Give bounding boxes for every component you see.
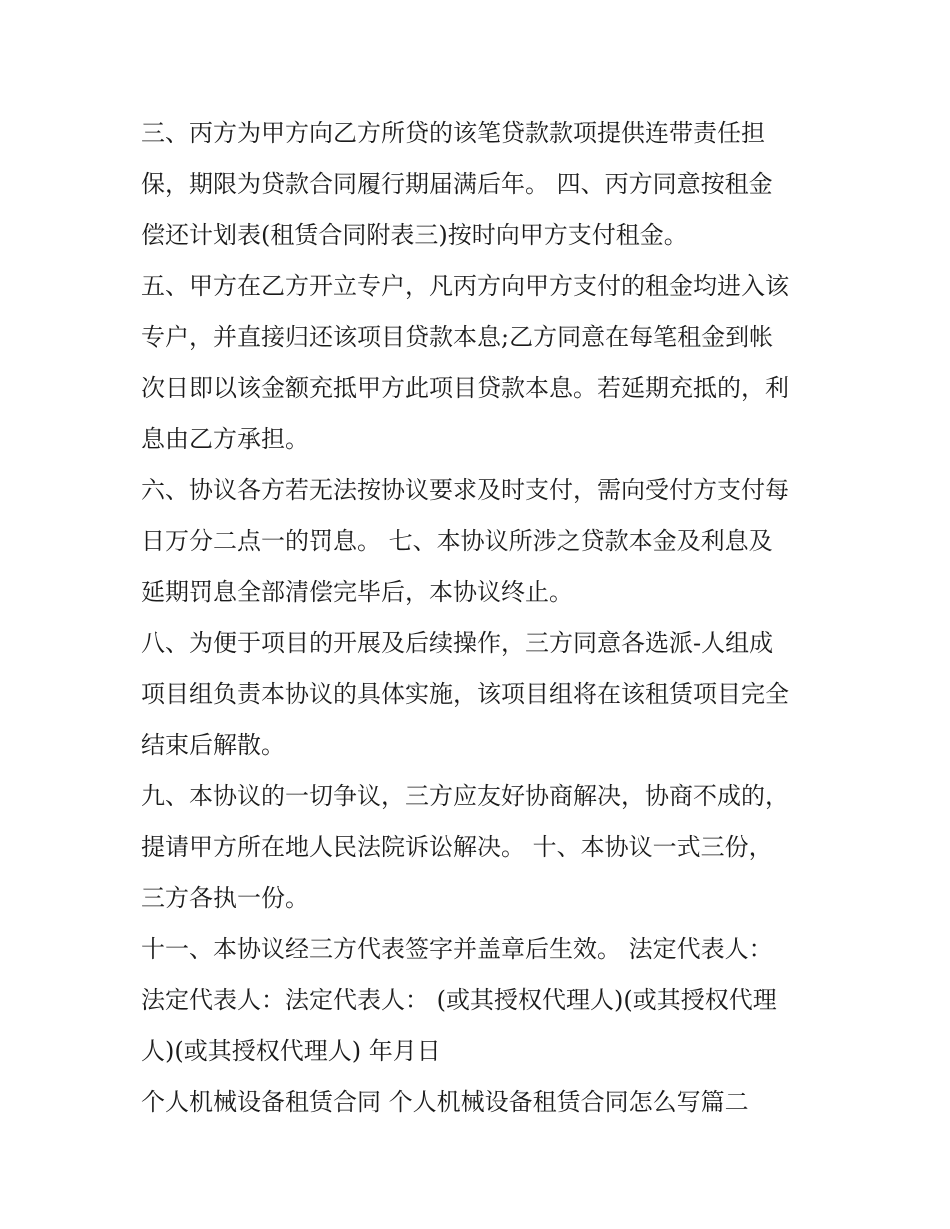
text-line: 六、协议各方若无法按协议要求及时支付，需向受付方支付每 — [141, 476, 789, 504]
text-line: 日万分二点一的罚息。 七、本协议所涉之贷款本金及利息及 — [141, 527, 773, 555]
document-body — [141, 108, 816, 1128]
clause-9-10 — [141, 771, 816, 924]
text-line: 五、甲方在乙方开立专户，凡丙方向甲方支付的租金均进入该 — [141, 272, 789, 300]
clause-3-4 — [141, 108, 816, 261]
clause-11-signatures — [141, 924, 816, 1077]
next-section-heading — [141, 1077, 816, 1128]
text-line: 九、本协议的一切争议，三方应友好协商解决，协商不成的， — [141, 782, 789, 810]
text-line: 三、丙方为甲方向乙方所贷的该笔贷款款项提供连带责任担 — [141, 119, 765, 147]
clause-5 — [141, 261, 816, 465]
text-line: 次日即以该金额充抵甲方此项目贷款本息。若延期充抵的，利 — [141, 374, 789, 402]
text-line: 延期罚息全部清偿完毕后，本协议终止。 — [141, 578, 573, 606]
text-line: 专户，并直接归还该项目贷款本息;乙方同意在每笔租金到帐 — [141, 323, 774, 351]
text-line: 保，期限为贷款合同履行期届满后年。 四、丙方同意按租金 — [141, 170, 773, 198]
text-line: 八、为便于项目的开展及后续操作，三方同意各选派-人组成 — [141, 629, 774, 657]
text-line: 人)(或其授权代理人) 年月日 — [141, 1037, 441, 1065]
text-line: 项目组负责本协议的具体实施，该项目组将在该租赁项目完全 — [141, 680, 789, 708]
text-line: 三方各执一份。 — [141, 884, 309, 912]
clause-8 — [141, 618, 816, 771]
text-line: 十一、本协议经三方代表签字并盖章后生效。 法定代表人： — [141, 935, 773, 963]
text-line: 法定代表人：法定代表人： (或其授权代理人)(或其授权代理 — [141, 986, 777, 1014]
text-line: 个人机械设备租赁合同 个人机械设备租赁合同怎么写篇二 — [141, 1088, 749, 1116]
text-line: 结束后解散。 — [141, 731, 285, 759]
clause-6-7 — [141, 465, 816, 618]
text-line: 息由乙方承担。 — [141, 425, 309, 453]
text-line: 偿还计划表(租赁合同附表三)按时向甲方支付租金。 — [141, 221, 688, 249]
text-line: 提请甲方所在地人民法院诉讼解决。 十、本协议一式三份， — [141, 833, 773, 861]
